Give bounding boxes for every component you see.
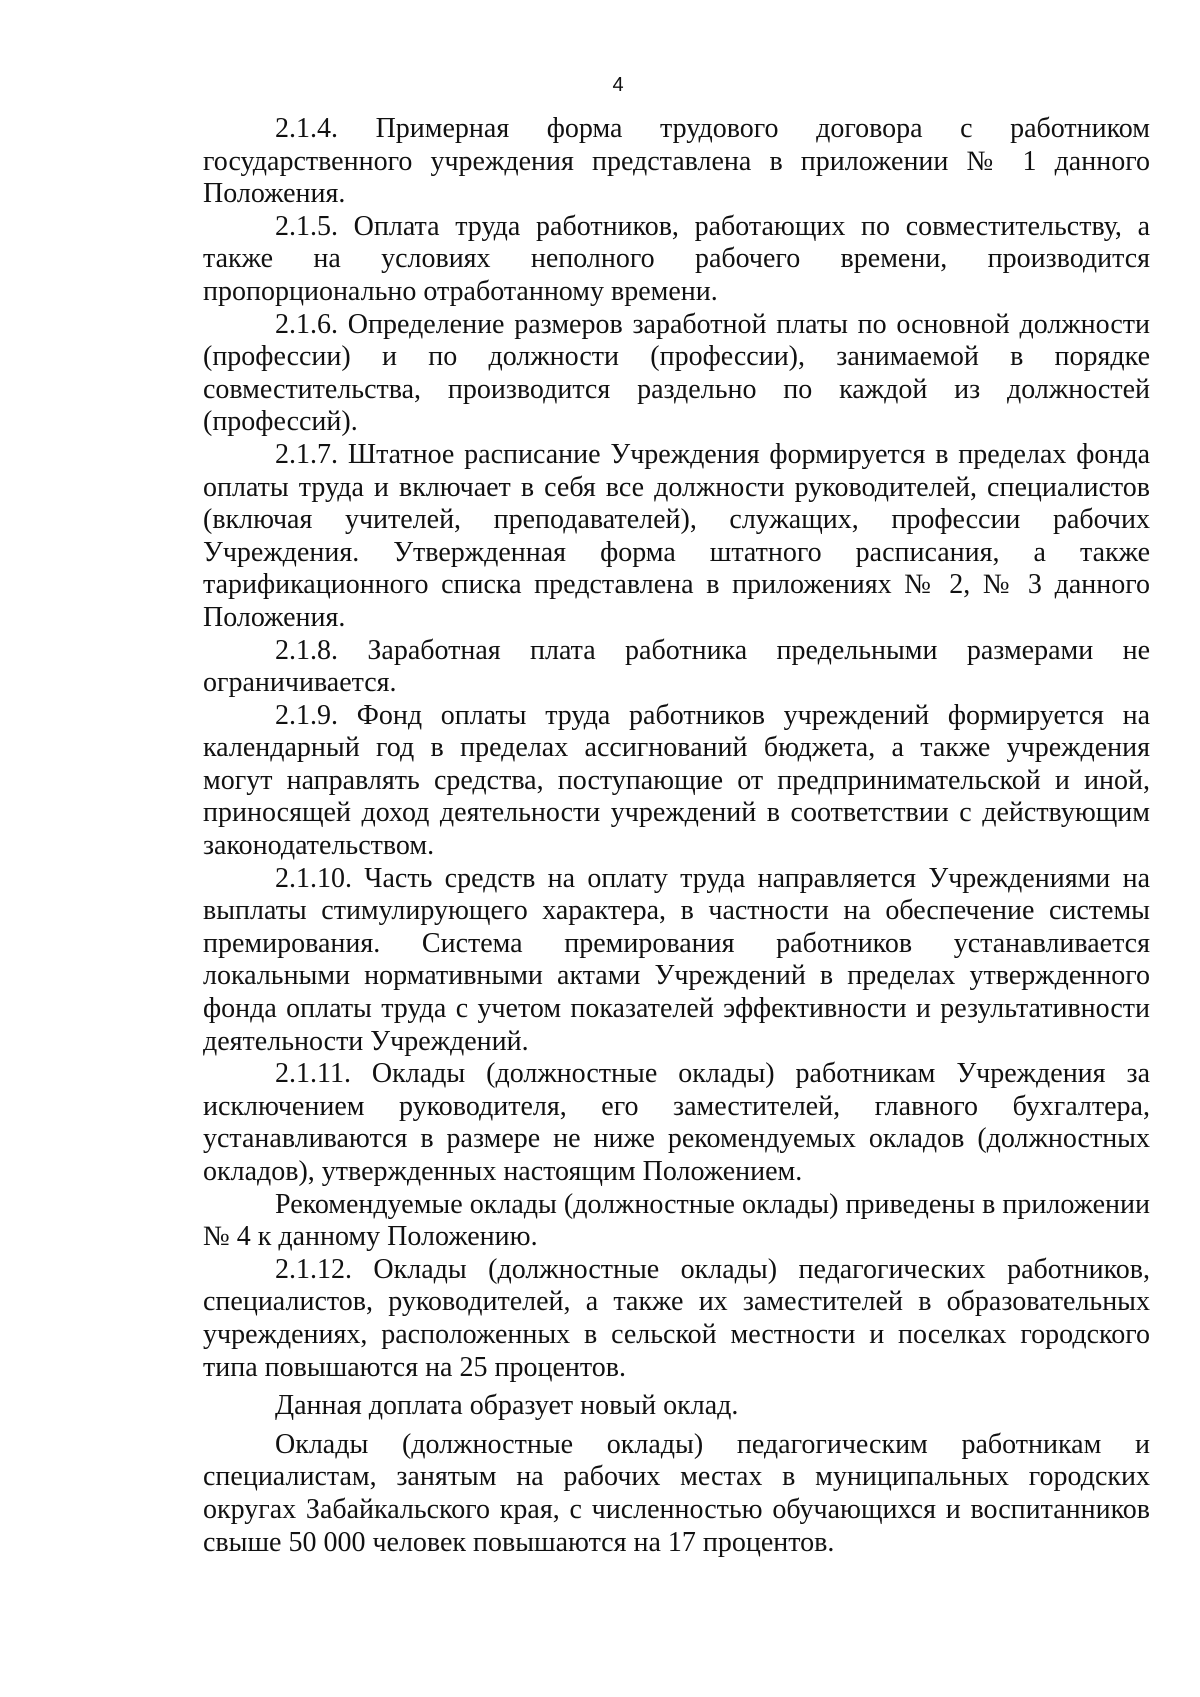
paragraph-allowance-note: Данная доплата образует новый оклад. bbox=[275, 1390, 739, 1422]
paragraph-2-1-5: 2.1.5. Оплата труда работников, работающих по совместительству, а также на условиях неполного рабочего времени, производится пропорционально отработанному времени. bbox=[203, 210, 1150, 307]
paragraph-urban-districts: Оклады (должностные оклады) педагогическим работникам и специалистам, занятым на рабочих местах в муниципальных городских округах Забайкальского края, с численностью обучающихся и воспитанников свыше 50 000 человек повышаются на 17 процентов. bbox=[203, 1428, 1150, 1558]
document-body bbox=[203, 113, 1150, 1559]
paragraph-2-1-12: 2.1.12. Оклады (должностные оклады) педагогических работников, специалистов, руководителей, а также их заместителей в образовательных учреждениях, расположенных в сельской местности и поселках городского типа повышаются на 25 процентов. bbox=[203, 1253, 1150, 1383]
paragraph-2-1-4: 2.1.4. Примерная форма трудового договора с работником государственного учреждения представлена в приложении № 1 данного Положения. bbox=[203, 113, 1150, 210]
paragraph-2-1-10: 2.1.10. Часть средств на оплату труда направляется Учреждениями на выплаты стимулирующего характера, в частности на обеспечение системы премирования. Система премирования работников устанавливается локальными нормативными актами Учреждений в пределах утвержденного фонда оплаты труда с учетом показателей эффективности и результативности деятельности Учреждений. bbox=[203, 862, 1150, 1057]
page-number: 4 bbox=[612, 74, 624, 96]
paragraph-2-1-9: 2.1.9. Фонд оплаты труда работников учреждений формируется на календарный год в пределах ассигнований бюджета, а также учреждения могут направлять средства, поступающие от предпринимательской и иной, приносящей доход деятельности учреждений в соответствии с действующим законодательством. bbox=[203, 699, 1150, 862]
paragraph-2-1-7: 2.1.7. Штатное расписание Учреждения формируется в пределах фонда оплаты труда и включает в себя все должности руководителей, специалистов (включая учителей, преподавателей), служащих, профессии рабочих Учреждения. Утвержденная форма штатного расписания, а также тарификационного списка представлена в приложениях № 2, № 3 данного Положения. bbox=[203, 438, 1150, 633]
paragraph-2-1-6: 2.1.6. Определение размеров заработной платы по основной должности (профессии) и по должности (профессии), занимаемой в порядке совместительства, производится раздельно по каждой из должностей (профессий). bbox=[203, 308, 1150, 438]
paragraph-2-1-8: 2.1.8. Заработная плата работника предельными размерами не ограничивается. bbox=[203, 634, 1150, 699]
paragraph-recommended-salaries: Рекомендуемые оклады (должностные оклады) приведены в приложении № 4 к данному Положению. bbox=[203, 1188, 1150, 1253]
paragraph-2-1-11: 2.1.11. Оклады (должностные оклады) работникам Учреждения за исключением руководителя, его заместителей, главного бухгалтера, устанавливаются в размере не ниже рекомендуемых окладов (должностных окладов), утвержденных настоящим Положением. bbox=[203, 1058, 1150, 1187]
